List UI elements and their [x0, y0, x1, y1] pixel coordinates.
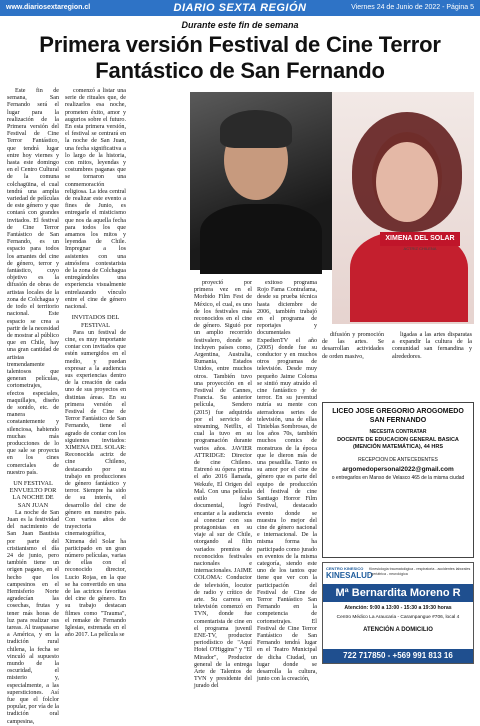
ad-tagline: Kinesiología traumatológica - respiratoria - accidentes laborales - geriátrica - neurológica: [369, 567, 471, 576]
hair-shape: [220, 110, 292, 148]
section-subheading: INVITADOS DEL FESTIVAL: [71, 314, 120, 329]
guest-photo-ximena: [332, 92, 474, 324]
article-paragraph: exitoso programa Rojo Fama Contrafama, desde su prueba técnica hasta diciembre de 2006, también trabajó en el programa de reportajes y documentales ExpedienTV el año (2005) donde fue su conductor y en muchos otros programas de televisión. Desde muy pequeño Jaime Coloma se sintió muy atraído el cine fantástico y de terror. En su juventud nutría su mente con aterradoras series de televisión, una de ellas Tinieblas Sombrosas, de los años 70s, también muchos comics de monstruos de la época que le dieron más de una pesadilla. Tanto es su amor por el cine de género que es parte del equipo de producción del festival de cine Santiago Horror Film Festival, destacado evento donde se muestra lo mejor del cine de género nacional e internacional. De la misma forma ha participado como jurado en eventos de la misma categoría, siendo este uno de los tantos que tiene que ver con la participación del Festival de Cine de Terror Fantástico San Fernando en la competencia de cortometrajes. El Festival de Cine Terror Fantástico de San Fernando tendrá lugar en el Teatro Municipal de dicha Ciudad, un lugar donde se desarrolla la cultura, junto con la creación,: [257, 280, 317, 683]
article-paragraph: Para un festival de cine, es muy importante contar con invitados que estén sumergidos en el medio, y puedan expresar a la audiencia sus experiencias dentro de la creación de cada uno de sus proyectos en distintas áreas. En su primera versión el Festival de Cine de Terror Fantástico de San Fernando, tiene el agrado de contar con los siguientes invitados: XIMENA DEL SOLAR: Reconocida actriz de cine Chileno, destacando por su trabajo en producciones de género fantástico y terror. Siempre ha sido de su interés, el desarrollo del cine de género en nuestro país. Con varios años de trayectoria cinematográfica, Ximena del Solar ha participado en un gran número películas, varias de ellas con el reconocido director, Lucio Rojas, en la que se ha convertido en una de las actrices favoritas del cine de género. En su trabajo destacan filmes como "Trauma", el remake de Fernando Iglesias, estrenada en el año 2017. La película se: [65, 329, 126, 639]
ad-role: DOCENTE DE EDUCACION GENERAL BASICA (MENCIÓN MATEMÁTICA), 44 HRS: [337, 437, 459, 450]
article-paragraph: ligadas a las artes disparatas a expandir la cultura de la comunidad san fernandina y alrededores.: [392, 332, 472, 360]
guest-photo-man: [190, 92, 332, 270]
article-paragraph: La noche de San Juan es la festividad del nacimiento de San Juan Bautista por parte del cristianismo el día 24 de junio, pero también tiene un origen pagano, en el hecho que los campesinos en el Hemisferio Norte agradecían las cosechas, frutas y tener más horas de luz para realizar sus tareas. Al traspasarse a América, y en la tradición rural chilena, la fecha se vinculó al supuesto mundo de la oscuridad, el misterio y, especialmente, a las supersticiones. Así fue que el folclor popular, por vía de la tradición oral campesina,: [7, 509, 59, 725]
jacket-shape: [200, 204, 322, 274]
article-paragraph: Este fin de semana, San Fernando será el lugar para la realización de la Primera versión del Festival de Cine Terror Fantástico, que tendrá lugar entre hoy viernes y hasta este domingo en el Centro Cultural de la comuna colchagüina, el cual tendrá una amplia variedad de películas de este género y que contará con grandes invitados. El festival de Cine Terror Fantástico de San Fernando, es un espacio para todos los amantes del cine de género, terror y fantástico, cuyo objetivo es la difusión de obras de artistas locales de la zona de Colchagua y de todo el territorio nacional. Este espacio se crea a partir de la necesidad de mostrar al público que en Chile, hay una gran cantidad de artistas tremendamente talentosos que generan películas, cortometrajes, efectos especiales, maquillajes, diseño de sonido, etc. de manera constantemente y silenciosa, habiendo muchas más producciones de lo que sale se proyecta en los cines comerciales de nuestro país.: [7, 88, 59, 476]
article-paragraph: comenzó a listar una serie de rituales que, de realizarlos esa noche, prometen éxito, amor y augurios sobre el futuro. En esta primera versión, el festival se centrará en la noche de San Juan, una fecha significativa a lo largo de la historia, con mitos, leyendas y costumbres paganas que se tornaron una conmemoración religiosa. La idea central de realizar este evento a fines de Junio, es entregarle el misticismo que nos da aquella fecha para todos los que amamos los mitos y leyendas de Chile. Impregnar a los asistentes con una atmósfera contestarista de la zona de Colchagua entregándoles una experiencia visualmente entrelazando vínculo entre el cine de género nacional.: [65, 88, 126, 311]
ad-address: Centro Médico La Araucaria - Carampangue #706, local 4: [336, 615, 460, 620]
article-headline: Primera versión Festival de Cine Terror Fantástico de San Fernando: [39, 32, 441, 83]
ad-phone[interactable]: 722 717850 - +569 991 813 16: [323, 649, 473, 663]
ad-school-name: LICEO JOSE GREGORIO AROGOMEDO SAN FERNANDO: [332, 408, 464, 424]
article-column-6: [392, 332, 472, 392]
article-column-3: [194, 280, 252, 690]
article-column-2: [65, 88, 126, 663]
newspaper-name: DIARIO SEXTA REGIÓN: [173, 2, 307, 14]
kinesalud-logo: [326, 566, 373, 582]
logo-main: KINESALUD: [326, 571, 373, 580]
article-paragraph: difusión y promoción de las artes. Se desarrollan actividades de orden masivo,: [322, 332, 384, 360]
logo-top: CENTRO KINESICO: [326, 566, 364, 571]
site-url[interactable]: www.diariosextaregion.cl: [6, 4, 91, 11]
ad-email[interactable]: argomedopersonal2022@gmail.com: [342, 466, 454, 473]
ad-hours: Atención: 9:00 a 13:00 - 15:30 a 19:30 horas: [344, 605, 452, 611]
photo-caption: XIMENA DEL SOLAR: [380, 232, 460, 246]
ad-need: NECESITA CONTRATAR: [369, 429, 427, 435]
page-date: Viernes 24 de Junio de 2022 - Página 5: [351, 4, 474, 11]
article-column-1: [7, 88, 59, 725]
face-front: [376, 142, 438, 222]
photo-caption-sub: ACTRIZ CHILENA: [403, 246, 437, 251]
article-column-5: [322, 332, 384, 392]
article-paragraph: proyectó por primera vez en el Morbido Film Fest de México, el cual, es uno de los festivales más reconocidos en el cine de género. Siguió por un amplio recorrido festivalero, donde se incluyen países como, Argentina, Australia, Rumania, Estados Unidos, entre muchos otros. También tuvo una proyección en el Festival de Cannes, Francia. Su anterior película, Sendero (2015) fue adquirida por el servicio de streaming, Netflix, el cual la tuvo en su programación durante varios años. JAVIER ATTRIDGE: Director de cine Chileno. Estrenó su ópera prima el año 2016 llamada, Wekufe, El Origen del Mal. Con una película estilo falso documental, logró encantar a la audiencia al conectar con sus protagonistas en su viaje al sur de Chile, otorgando al film variados premios de reconocidos festivales nacionales e internacionales. JAIME COLOMA: Conductor de televisión, locutor de radio y crítico de arte. Su carrera en televisión comenzó en TVN, donde fue comentarista de cine en el programa juvenil ENE-TV, productor periodístico de "Aquí Hotel O'Higgins" y "El Mirador", Productor general de la entrega Arte de Talentos de TVN y presidente del jurado del: [194, 280, 252, 690]
page-header: [0, 0, 480, 16]
article-column-4: [257, 280, 317, 683]
ad-professional-name: Mª Bernardita Moreno R: [323, 584, 473, 602]
ad-reception: RECEPCION DE ANTECEDENTES: [358, 457, 438, 463]
kinesalud-advertisement: [322, 562, 474, 664]
article-kicker: Durante este fin de semana: [181, 20, 299, 30]
job-advertisement: [322, 402, 474, 558]
ad-home-visits: ATENCIÓN A DOMICILIO: [363, 627, 433, 633]
section-subheading: UN FESTIVAL ENVUELTO POR LA NOCHE DE SAN JUAN: [9, 479, 57, 509]
ad-note: o entregarlos en Manso de Velasco 465 de la misma ciudad: [331, 475, 465, 481]
